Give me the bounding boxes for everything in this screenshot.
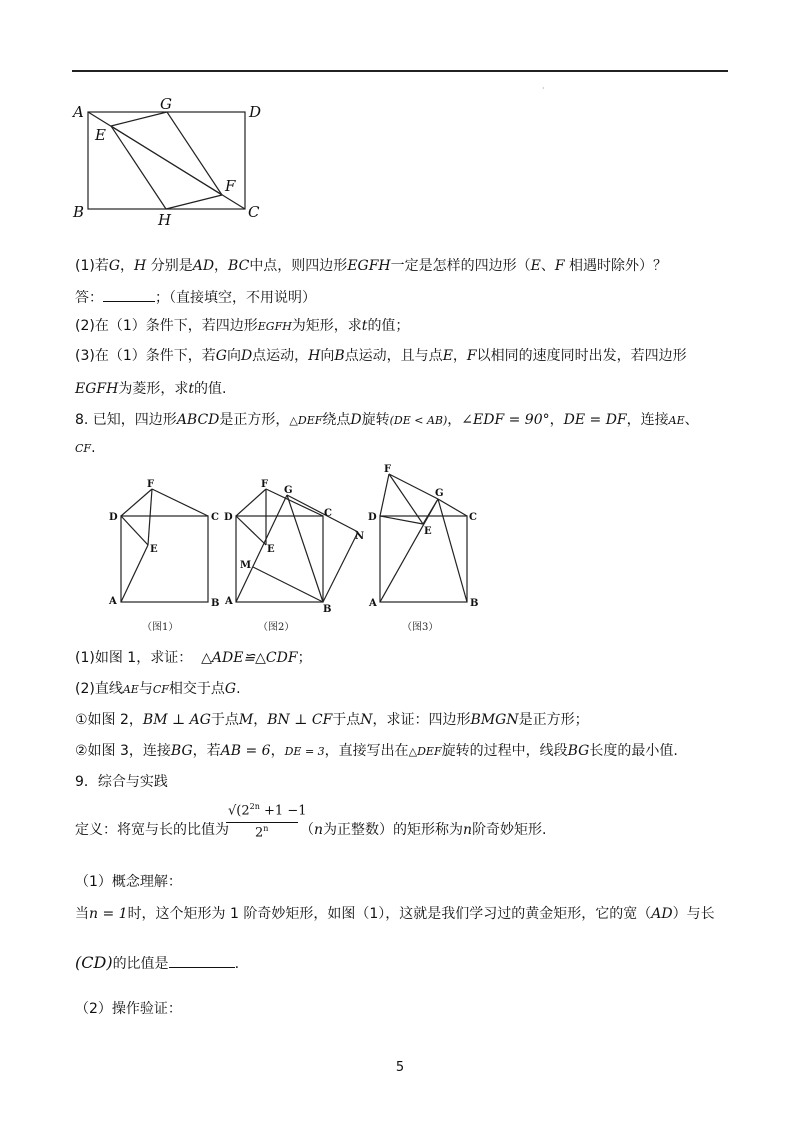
label-g: G xyxy=(160,95,172,113)
label-f: F xyxy=(225,177,236,195)
answer-blank[interactable] xyxy=(103,287,155,302)
fraction-bar xyxy=(226,822,298,823)
label-h: H xyxy=(158,211,172,229)
fig1-label-a: A xyxy=(109,596,117,607)
q7-part3: (3)在（1）条件下，若G向D点运动，H向B点运动，且与点E，F以相同的速度同时出发，若四边形 xyxy=(75,348,687,364)
fig3-label-g: G xyxy=(435,488,444,499)
q8-stem-cont: CF. xyxy=(75,440,96,456)
fraction-denominator: 2$^n$ xyxy=(255,824,269,841)
fig2-label-e: E xyxy=(267,544,275,555)
fig2-label-f: F xyxy=(261,479,269,490)
fig2-label-g: G xyxy=(284,485,293,496)
q9-concept-line: 当n = 1时，这个矩形为 1 阶奇妙矩形，如图（1），这就是我们学习过的黄金矩形，它的宽（AD）与长 xyxy=(75,906,715,922)
fig1-label-d: D xyxy=(109,512,118,523)
fig2-label-m: M xyxy=(240,560,252,571)
fig3-label-f: F xyxy=(384,464,392,475)
q8-stem: 8. 已知，四边形ABCD是正方形，△DEF绕点D旋转(DE < AB)，∠EDF = 90°，DE = DF，连接AE、 xyxy=(75,412,699,428)
fig1-label-e: E xyxy=(150,544,158,555)
header-rule xyxy=(72,70,728,72)
fig1-label-b: B xyxy=(211,598,220,609)
caption-fig3: （图3） xyxy=(402,622,439,633)
fig1-label-c: C xyxy=(211,512,219,523)
q7-part3-cont: EGFH为菱形，求t的值. xyxy=(75,381,227,397)
fig3-label-a: A xyxy=(369,598,377,609)
label-a: A xyxy=(73,103,84,121)
label-e: E xyxy=(95,126,106,144)
q7-answer-line: 答： ；（直接填空，不用说明） xyxy=(75,287,316,308)
q7-part2: (2)在（1）条件下，若四边形EGFH为矩形，求t的值； xyxy=(75,318,410,334)
fig2-label-a: A xyxy=(225,596,233,607)
caption-fig2: （图2） xyxy=(258,622,295,633)
stray-mark: · xyxy=(542,84,545,93)
fig3-label-b: B xyxy=(470,598,479,609)
q9-definition-cont: （n为正整数）的矩形称为n阶奇妙矩形. xyxy=(300,822,547,838)
q8-part2a: ①如图 2，BM ⊥ AG于点M，BN ⊥ CF于点N，求证：四边形BMGN是正方形； xyxy=(75,712,589,728)
fig2-label-n: N xyxy=(355,531,365,542)
fig1-label-f: F xyxy=(147,479,155,490)
fig3-label-d: D xyxy=(368,512,377,523)
q7-part1: (1)若G，H 分别是AD，BC中点，则四边形EGFH一定是怎样的四边形（E、F 相遇时除外）？ xyxy=(75,258,668,274)
label-d: D xyxy=(249,103,262,121)
q9-concept-heading: （1）概念理解： xyxy=(75,874,182,890)
page-number: 5 xyxy=(395,1060,405,1075)
fig3-label-c: C xyxy=(469,512,477,523)
label-b: B xyxy=(73,203,85,221)
q8-part1: (1)如图 1，求证： △ADE≌△CDF； xyxy=(75,650,312,666)
q9-title: 9．综合与实践 xyxy=(75,774,168,790)
q9-operation-heading: （2）操作验证： xyxy=(75,1001,182,1017)
fig2-label-c: C xyxy=(324,508,332,519)
figure-rectangle-abcd xyxy=(70,95,270,230)
fig3-label-e: E xyxy=(424,526,432,537)
fig2-label-d: D xyxy=(224,512,233,523)
caption-fig1: （图1） xyxy=(142,622,179,633)
figure-squares-row xyxy=(100,462,500,642)
ratio-blank[interactable] xyxy=(169,953,235,968)
q8-part2: (2)直线AE与CF相交于点G. xyxy=(75,681,241,697)
fraction-numerator: $√(2^{2n} +1 -1$ xyxy=(228,802,307,819)
label-c: C xyxy=(248,203,260,221)
q9-definition: 定义：将宽与长的比值为 xyxy=(75,822,229,838)
q8-part2b: ②如图 3，连接BG，若AB = 6，DE = 3，直接写出在△DEF旋转的过程中，线段BG长度的最小值. xyxy=(75,743,678,759)
q9-concept-line2: (CD)的比值是 . xyxy=(75,953,240,972)
fig2-label-b: B xyxy=(323,604,332,615)
